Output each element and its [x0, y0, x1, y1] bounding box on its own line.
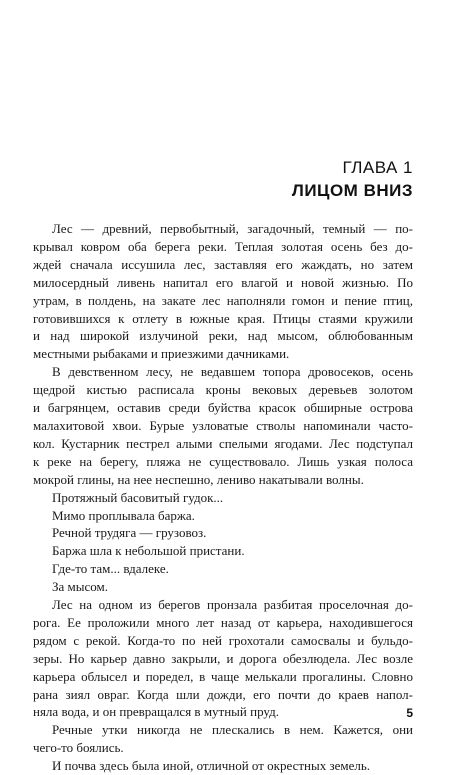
- text-line: мокрой глины, на нее неспешно, лениво накатывали волны.: [33, 471, 364, 487]
- text-line: Мимо проплывала баржа.: [52, 507, 195, 523]
- text-line: крывал ковром оба берега реки. Теплая золотая осень без до-: [33, 238, 413, 254]
- text-line: и над широкой излучиной реки, над мысом, облюбованным: [33, 328, 413, 344]
- text-line: к реке на берегу, пляжа не существовало. Лишь узкая полоса: [33, 453, 413, 469]
- text-line: готовившихся к отлету в южные края. Птицы стаями кружили: [33, 310, 413, 326]
- chapter-label: ГЛАВА 1: [342, 158, 413, 177]
- text-line: Протяжный басовитый гудок...: [52, 489, 224, 505]
- text-line: щедрой кистью расписала кроны вековых деревьев золотом: [33, 382, 413, 398]
- text-line: В девственном лесу, не ведавшем топора дровосеков, осень: [52, 364, 413, 380]
- text-line: карьера облысел и поредел, в чаще мелькали прогалины. Словно: [33, 668, 413, 684]
- text-line: За мысом.: [52, 579, 108, 595]
- chapter-title: ЛИЦОМ ВНИЗ: [291, 181, 413, 200]
- text-line: чего-то боялись.: [33, 740, 124, 756]
- text-line: рядом с рекой. Когда-то по ней грохотали самосвалы и бульдо-: [33, 632, 413, 648]
- text-line: кол. Кустарник пестрел алыми спелыми ягодами. Лес подступал: [33, 435, 413, 451]
- text-line: местными рыбаками и приезжими дачниками.: [33, 346, 290, 362]
- text-line: няла вода, и он превращался в мутный пруд.: [33, 704, 279, 720]
- text-line: Где-то там... вдалеке.: [52, 561, 169, 577]
- text-line: Лес на одном из берегов пронзала разбитая проселочная до-: [52, 597, 413, 613]
- text-line: ждей сначала иссушила лес, заставляя его жаждать, но затем: [33, 256, 413, 272]
- text-line: Речные утки никогда не плескались в нем. Кажется, они: [52, 722, 413, 738]
- text-line: Баржа шла к небольшой пристани.: [52, 543, 245, 559]
- text-line: и багрянцем, оставив среди буйства красок обширные острова: [33, 400, 413, 416]
- text-line: милосердный ливень напитал его влагой и новой жизнью. По: [33, 274, 413, 290]
- text-line: зеры. Но карьер давно закрыли, и дорога обезлюдела. Лес возле: [33, 650, 413, 666]
- text-line: Лес — древний, первобытный, загадочный, темный — по-: [52, 221, 413, 236]
- text-line: рога. Ее проложили много лет назад от карьера, находившегося: [33, 614, 413, 630]
- text-line: И почва здесь была иной, отличной от окрестных земель.: [52, 758, 371, 774]
- page-number: 5: [406, 706, 413, 720]
- text-line: Речной трудяга — грузовоз.: [52, 525, 207, 541]
- text-line: малахитовой хвои. Бурые узловатые стволы напоминали часто-: [33, 417, 413, 433]
- text-line: утрам, в полдень, на закате лес наполняли гомон и пение птиц,: [33, 292, 413, 308]
- text-line: рана зиял овраг. Когда шли дожди, его почти до краев напол-: [33, 686, 413, 702]
- chapter-body-text: [33, 220, 413, 775]
